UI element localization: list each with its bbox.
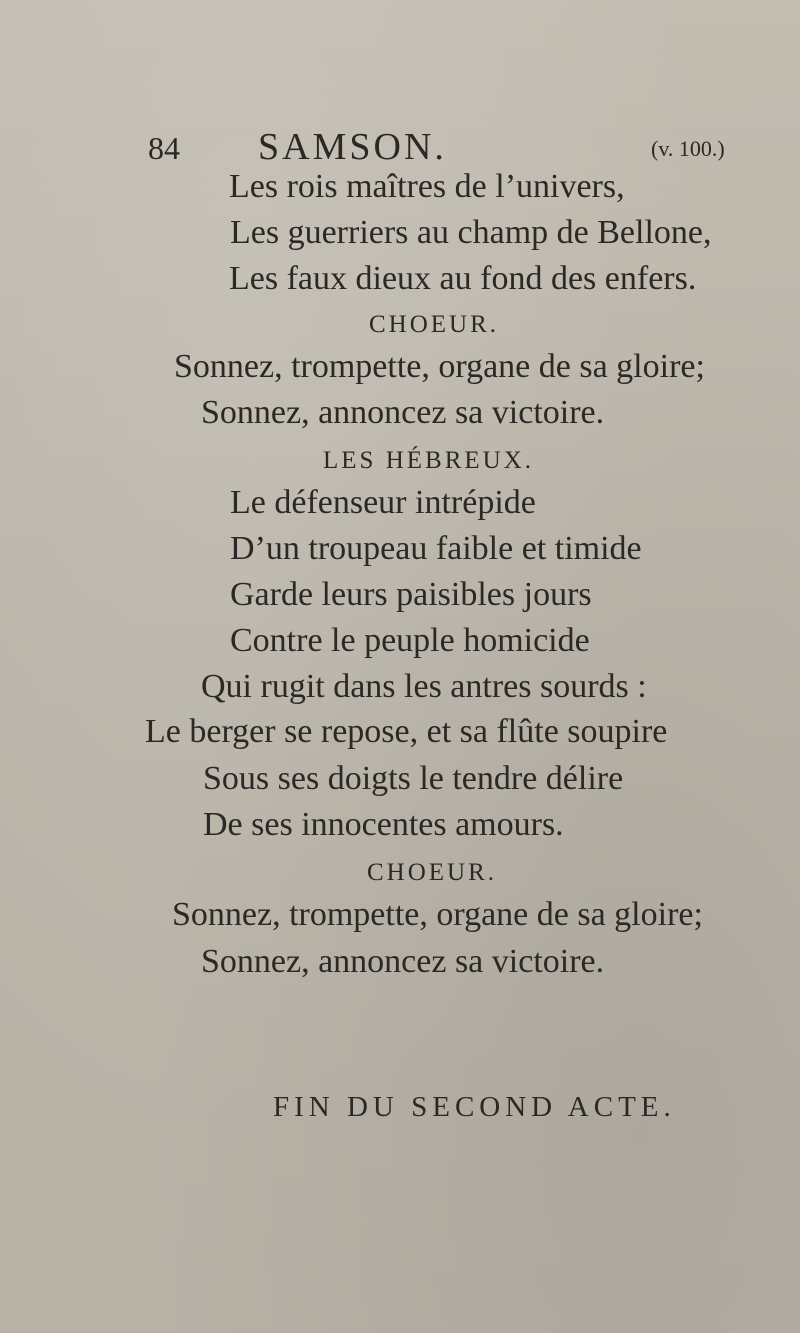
- verse-reference: (v. 100.): [651, 136, 725, 161]
- verse-line: Sonnez, annoncez sa victoire.: [201, 394, 605, 431]
- verse-line: Le berger se repose, et sa flûte soupire: [145, 713, 668, 750]
- verse-line: Les guerriers au champ de Bellone,: [230, 214, 712, 251]
- act-end-line: FIN DU SECOND ACTE.: [273, 1091, 676, 1123]
- verse-line: Sonnez, trompette, organe de sa gloire;: [172, 896, 703, 933]
- verse-line: Le défenseur intrépide: [230, 484, 536, 521]
- verse-line: Sous ses doigts le tendre délire: [203, 760, 624, 797]
- speaker-heading: LES HÉBREUX.: [323, 447, 534, 474]
- page-number: 84: [148, 130, 180, 166]
- running-title: SAMSON.: [258, 126, 447, 168]
- verse-line: Contre le peuple homicide: [230, 622, 590, 659]
- verse-line: Sonnez, annoncez sa victoire.: [201, 943, 605, 980]
- speaker-heading: CHOEUR.: [369, 311, 500, 338]
- verse-line: De ses innocentes amours.: [203, 806, 564, 843]
- verse-line: Les rois maîtres de l’univers,: [229, 168, 625, 205]
- verse-line: Qui rugit dans les antres sourds :: [201, 668, 647, 705]
- speaker-heading: CHOEUR.: [367, 859, 498, 886]
- verse-line: Les faux dieux au fond des enfers.: [229, 260, 697, 297]
- verse-line: D’un troupeau faible et timide: [230, 530, 642, 567]
- verse-line: Sonnez, trompette, organe de sa gloire;: [174, 348, 705, 385]
- verse-line: Garde leurs paisibles jours: [230, 576, 592, 613]
